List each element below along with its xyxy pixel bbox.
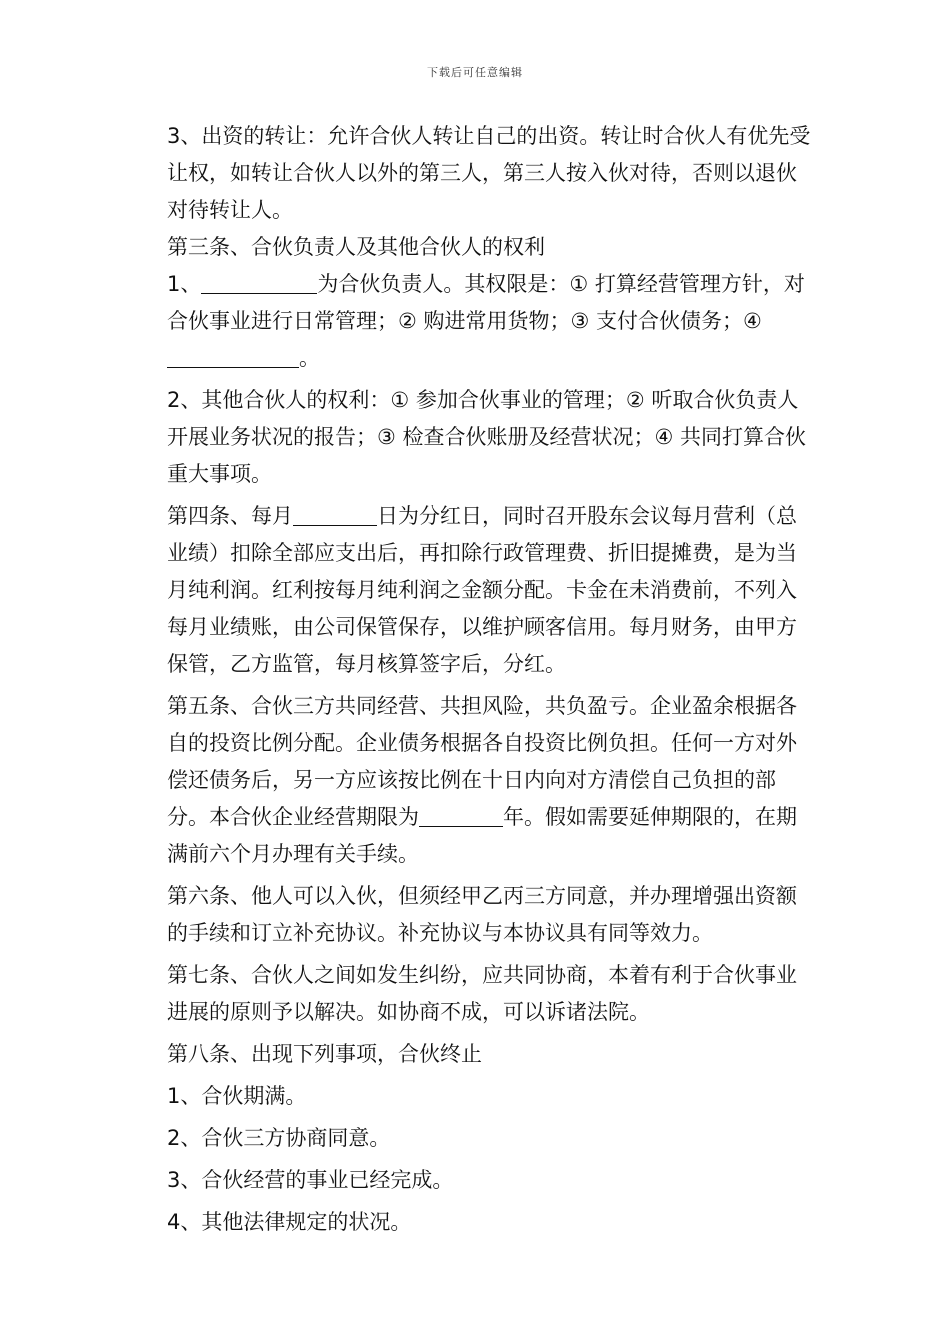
article-7-paragraph: 第七条、合伙人之间如发生纠纷，应共同协商，本着有利于合伙事业进展的原则予以解决。如协商不成，可以诉诸法院。 [167, 963, 797, 1024]
article-4-paragraph [145, 498, 817, 683]
paragraph-partner-head [145, 266, 817, 377]
paragraph-partner-rights: 2、其他合伙人的权利：① 参加合伙事业的管理；② 听取合伙负责人开展业务状况的报告；③ 检查合伙账册及经营状况；④ 共同打算合伙重大事项。 [167, 388, 807, 486]
document-body [145, 118, 817, 1241]
page-header: 下载后可任意编辑 [427, 66, 523, 79]
blank-line [419, 804, 503, 827]
paragraph-text: 第四条、每月 [167, 504, 293, 528]
article-8-heading: 第八条、出现下列事项，合伙终止 [167, 1042, 482, 1066]
paragraph-text: 年。假如需要延伸期限的，在期满前六个月办理有关手续。 [167, 805, 797, 866]
paragraph-text: 。 [299, 346, 320, 370]
paragraph-text: 第五条、合伙三方共同经营、共担风险，共负盈亏。企业盈余根据各自的投资比例分配。企业债务根据各自投资比例负担。任何一方对外偿还债务后，另一方应该按比例在十日内向对方清偿自己负担的部分。本合伙企业经营期限为 [167, 694, 797, 829]
paragraph-capital-transfer: 3、出资的转让：允许合伙人转让自己的出资。转让时合伙人有优先受让权，如转让合伙人以外的第三人，第三人按入伙对待，否则以退伙对待转让人。 [167, 124, 811, 222]
article-3-heading: 第三条、合伙负责人及其他合伙人的权利 [167, 235, 545, 259]
paragraph-text: 日为分红日，同时召开股东会议每月营利（总业绩）扣除全部应支出后，再扣除行政管理费、折旧提摊费，是为当月纯利润。红利按每月纯利润之金额分配。卡金在未消费前，不列入每月业绩账，由公司保管保存，以维护顾客信用。每月财务，由甲方保管，乙方监管，每月核算签字后，分红。 [167, 504, 797, 676]
list-item: 1、合伙期满。 [167, 1084, 307, 1108]
article-6-paragraph: 第六条、他人可以入伙，但须经甲乙丙三方同意，并办理增强出资额的手续和订立补充协议。补充协议与本协议具有同等效力。 [167, 884, 797, 945]
blank-line [167, 345, 299, 368]
article-5-paragraph [145, 688, 817, 873]
list-item: 3、合伙经营的事业已经完成。 [167, 1168, 454, 1192]
blank-line [201, 271, 317, 294]
list-item: 4、其他法律规定的状况。 [167, 1210, 412, 1234]
blank-line [293, 503, 377, 526]
paragraph-text: 为合伙负责人。其权限是：① 打算经营管理方针，对合伙事业进行日常管理；② 购进常用货物；③ 支付合伙债务；④ [167, 272, 805, 333]
item-number: 1、 [167, 272, 202, 296]
list-item: 2、合伙三方协商同意。 [167, 1126, 391, 1150]
